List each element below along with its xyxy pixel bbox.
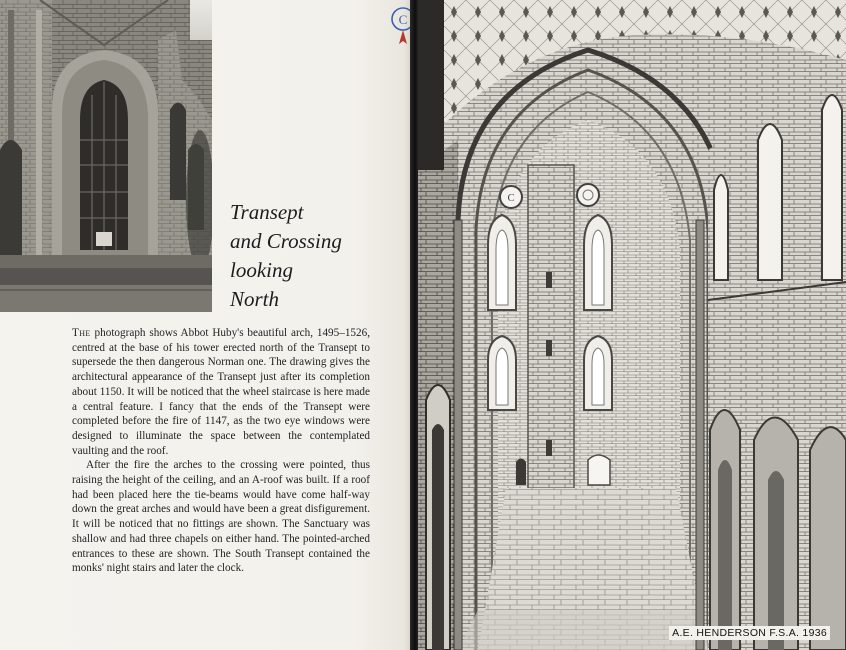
caption-title — [230, 198, 400, 314]
right-page — [418, 0, 846, 650]
caption-line: North — [230, 287, 280, 311]
caption-line: and Crossing — [230, 229, 342, 253]
paragraph-2: After the fire the arches to the crossing were pointed, thus raising the height of the ceiling, and an A-roof was built. If a roof had been placed here the tie-beams would have come half-way down the great arches and would have been a great disfigurement. It will be noticed that no fittings are shown. The Sanctuary was shallow and had three chapels on either hand. The pointed-arched entrances to these are shown. The South Transept contained the monks' night stairs and later the clock. — [72, 459, 370, 575]
transept-photograph — [0, 0, 212, 312]
svg-text:C: C — [507, 193, 515, 204]
svg-text:C: C — [398, 12, 408, 27]
transept-drawing — [418, 0, 846, 650]
paragraph-1-text: photograph shows Abbot Huby's beautiful arch, 1495–1526, centred at the base of his tower erected north of the Transept to supersede the then dangerous Norman one. The drawing gives the architectural appearance of the Transept just after its completion about 1150. It will be noticed that the wheel staircase is here made a central feature. I fancy that the ends of the Transept were completed before the fire of 1147, as the two eye windows were designed to illuminate the space between the contemplated vaulting and the roof. — [72, 327, 371, 457]
caption-line: Transept — [230, 200, 304, 224]
photograph-image — [0, 0, 212, 312]
body-text — [72, 326, 370, 576]
left-page — [0, 0, 416, 650]
caption-line: looking — [230, 258, 293, 282]
paragraph-1 — [72, 326, 370, 458]
artist-signature: A.E. HENDERSON F.S.A. 1936 — [669, 626, 830, 640]
paragraph-lead-word: The — [72, 327, 91, 339]
